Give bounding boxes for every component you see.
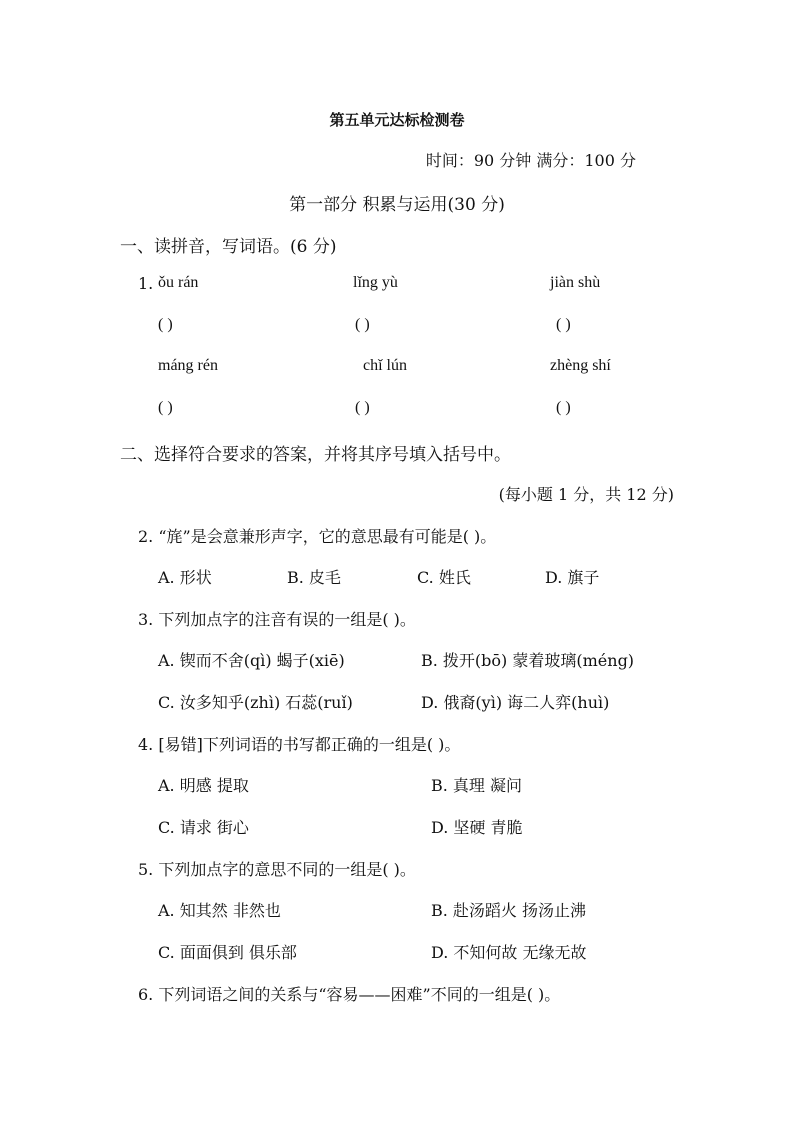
option-c[interactable]: C. 姓氏 xyxy=(417,568,471,587)
score-note: (每小题 1 分，共 12 分) xyxy=(498,485,674,504)
option-d[interactable]: D. 坚硬 青脆 xyxy=(431,818,523,837)
answer-blank[interactable]: ( ) xyxy=(556,316,571,333)
option-a[interactable]: A. 锲而不舍(qì) 蝎子(xiē) xyxy=(158,651,345,670)
pinyin-item: lǐng yù xyxy=(353,274,398,291)
section-1-heading: 一、读拼音，写词语。(6 分) xyxy=(120,237,337,257)
option-d[interactable]: D. 俄裔(yì) 诲二人弈(huì) xyxy=(421,693,610,712)
answer-blank[interactable]: ( ) xyxy=(158,316,173,333)
option-b[interactable]: B. 拨开(bō) 蒙着玻璃(méng) xyxy=(421,651,635,670)
option-c[interactable]: C. 面面俱到 俱乐部 xyxy=(158,943,297,962)
option-c[interactable]: C. 汝多知乎(zhì) 石蕊(ruǐ) xyxy=(158,693,353,712)
answer-blank[interactable]: ( ) xyxy=(158,399,173,416)
exam-meta: 时间：90 分钟 满分：100 分 xyxy=(425,151,636,170)
pinyin-item: zhèng shí xyxy=(550,357,611,374)
part-heading: 第一部分 积累与运用(30 分) xyxy=(289,195,505,215)
pinyin-item: ǒu rán xyxy=(158,274,199,291)
option-b[interactable]: B. 皮毛 xyxy=(287,568,341,587)
question-6-stem: 6. 下列词语之间的关系与“容易——困难”不同的一组是( )。 xyxy=(138,985,561,1004)
answer-blank[interactable]: ( ) xyxy=(355,316,370,333)
option-a[interactable]: A. 知其然 非然也 xyxy=(158,901,281,920)
pinyin-item: máng rén xyxy=(158,357,218,374)
answer-blank[interactable]: ( ) xyxy=(355,399,370,416)
document-title: 第五单元达标检测卷 xyxy=(329,111,465,129)
question-1-label: 1. xyxy=(138,274,154,293)
pinyin-item: chǐ lún xyxy=(363,357,407,374)
option-d[interactable]: D. 不知何故 无缘无故 xyxy=(431,943,587,962)
option-d[interactable]: D. 旗子 xyxy=(545,568,600,587)
question-2-stem: 2. “旄”是会意兼形声字，它的意思最有可能是( )。 xyxy=(138,527,497,546)
option-b[interactable]: B. 真理 凝问 xyxy=(431,776,523,795)
option-a[interactable]: A. 形状 xyxy=(158,568,212,587)
option-c[interactable]: C. 请求 街心 xyxy=(158,818,249,837)
option-a[interactable]: A. 明感 提取 xyxy=(158,776,249,795)
question-3-stem: 3. 下列加点字的注音有误的一组是( )。 xyxy=(138,610,416,629)
answer-blank[interactable]: ( ) xyxy=(556,399,571,416)
question-4-stem: 4. [易错]下列词语的书写都正确的一组是( )。 xyxy=(138,735,461,754)
question-5-stem: 5. 下列加点字的意思不同的一组是( )。 xyxy=(138,860,416,879)
pinyin-item: jiàn shù xyxy=(550,274,601,291)
option-b[interactable]: B. 赴汤蹈火 扬汤止沸 xyxy=(431,901,587,920)
section-2-heading: 二、选择符合要求的答案，并将其序号填入括号中。 xyxy=(120,445,511,465)
